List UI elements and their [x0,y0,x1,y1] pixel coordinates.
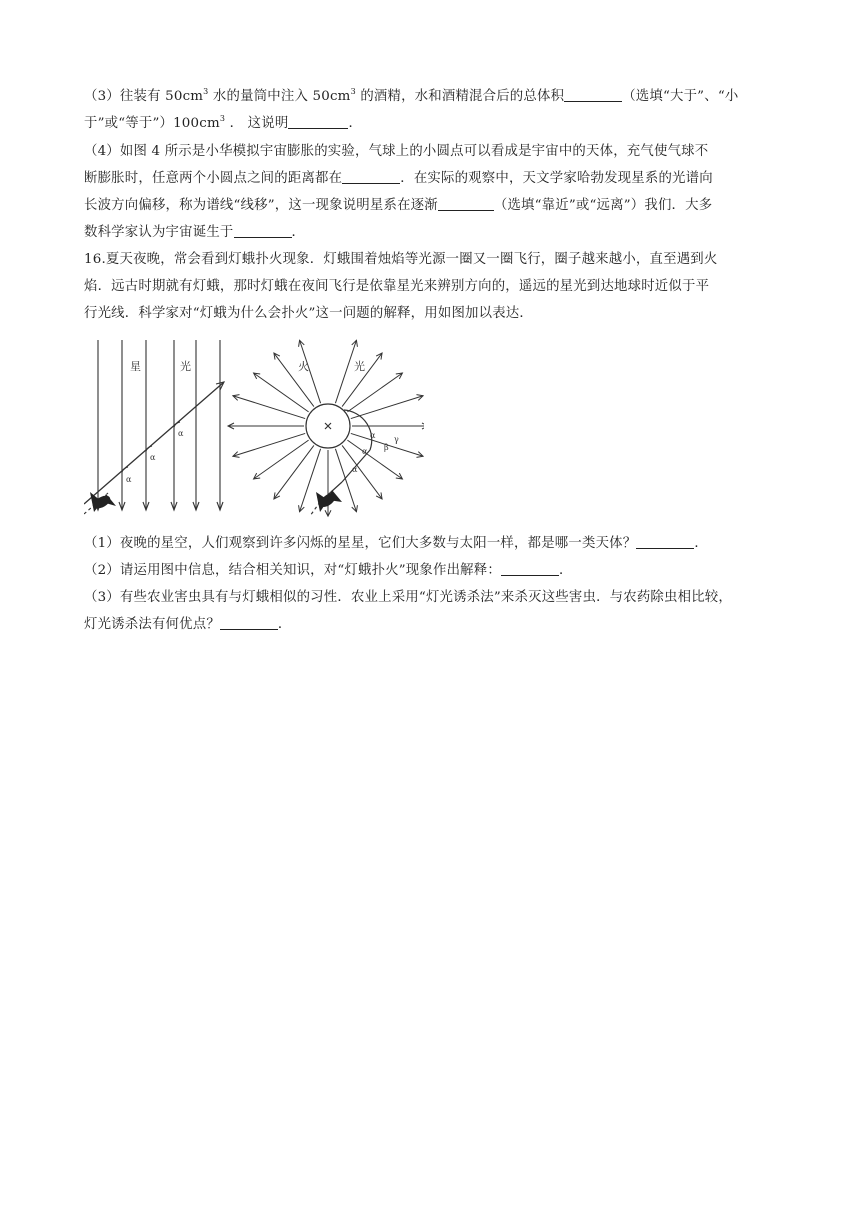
text: ．在实际的观察中，天文学家哈勃发现星系的光谱向 [400,171,713,186]
text: （选填“靠近”或“远离”）我们．大多 [493,198,713,213]
text: 灯光诱杀法有何优点？ [84,617,220,632]
text: ． [694,536,708,551]
text: ． [348,116,363,131]
light-ray [274,445,314,499]
answer-blank[interactable] [234,225,292,238]
q16-sub1 [84,535,708,553]
q15-3-line2 [84,115,362,133]
angle-beta: β [384,443,389,452]
answer-blank[interactable] [220,617,278,630]
angle-gamma: γ [394,435,399,444]
text: ． [277,617,292,632]
text: ． [558,563,573,578]
answer-blank[interactable] [636,536,694,549]
angle-alpha: α [126,475,132,484]
label-star: 星 [130,360,141,373]
light-ray [254,373,309,412]
answer-blank[interactable] [564,89,622,102]
light-ray [254,440,309,479]
text: 的酒精，水和酒精混合后的总体积 [355,89,565,104]
angle-alpha: α [370,431,376,440]
text: ． [291,225,306,240]
light-ray [233,396,305,419]
q16-sub3-line2 [84,616,292,634]
label-light: 光 [180,360,191,373]
label-light: 光 [354,360,365,373]
answer-blank[interactable] [342,171,400,184]
label-fire: 火 [298,360,309,373]
q16-sub3-line1: （3）有些农业害虫具有与灯蛾相似的习性．农业上采用“灯光诱杀法”来杀灭这些害虫．与农药除虫相比较， [84,590,732,605]
text: ． 这说明 [225,116,289,131]
q16-sub2 [84,562,573,580]
moth-light-diagram [84,332,424,522]
text: 水的量筒中注入 50cm [208,89,351,104]
q15-4-line3 [84,197,712,215]
q16-line1: 16.夏天夜晚，常会看到灯蛾扑火现象．灯蛾围着烛焰等光源一圈又一圈飞行，圈子越来越小，直至遇到火 [84,252,718,267]
text: （2）请运用图中信息，结合相关知识，对“灯蛾扑火”现象作出解释： [84,563,501,578]
light-ray [233,433,305,456]
angle-alpha: α [150,453,156,462]
superscript: 3 [219,114,226,123]
answer-blank[interactable] [501,563,559,576]
light-ray [351,396,423,419]
text: 长波方向偏移，称为谱线“线移”，这一现象说明星系在逐渐 [84,198,438,213]
q15-3-line1 [84,88,738,106]
text: 于”或“等于”）100cm [84,116,220,131]
light-ray [347,373,402,412]
q16-line3: 行光线．科学家对“灯蛾为什么会扑火”这一问题的解释，用如图加以表达． [84,306,533,321]
text: （3）往装有 50cm [84,89,204,104]
angle-alpha: α [352,465,358,474]
q16-line2: 焰．远古时期就有灯蛾，那时灯蛾在夜间飞行是依靠星光来辨别方向的，遥远的星光到达地球时近似于平 [84,279,710,294]
text: 断膨胀时，任意两个小圆点之间的距离都在 [84,171,343,186]
superscript: 3 [350,87,356,96]
answer-blank[interactable] [288,116,348,129]
q15-4-line1: （4）如图 4 所示是小华模拟宇宙膨胀的实验，气球上的小圆点可以看成是宇宙中的天体，充气使气球不 [84,144,709,159]
answer-blank[interactable] [438,198,494,211]
text: 数科学家认为宇宙诞生于 [84,225,234,240]
light-ray [335,449,356,512]
text: （1）夜晚的星空，人们观察到许多闪烁的星星，它们大多数与太阳一样，都是哪一类天体？ [84,536,637,551]
text: （选填“大于”、“小 [622,89,739,104]
q15-4-line2 [84,170,713,188]
angle-alpha: α [178,429,184,438]
starlight-panel [84,340,224,514]
superscript: 3 [203,87,209,96]
light-ray [300,449,321,512]
angle-alpha: α [362,447,368,456]
q15-4-line4 [84,224,305,242]
